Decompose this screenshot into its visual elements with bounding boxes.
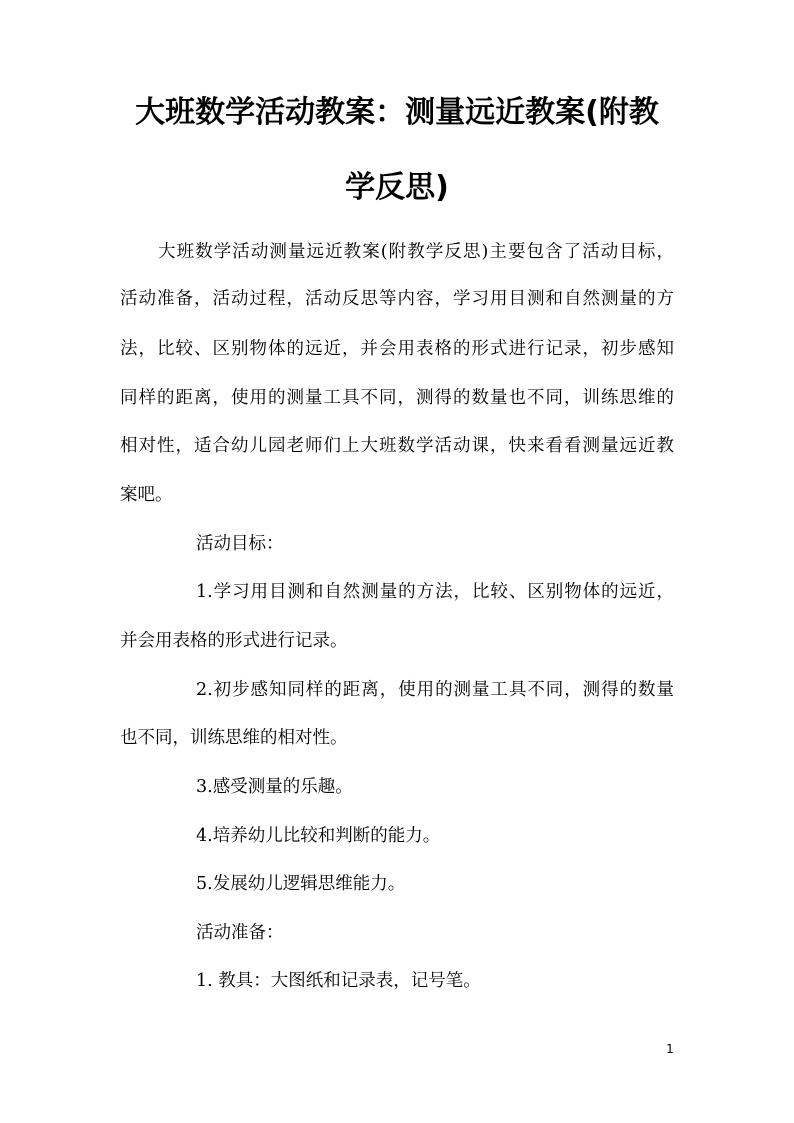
intro-line: 大班数学活动测量远近教案(附教学反思)主要包含了活动目标，: [158, 242, 674, 262]
goal-item-continuation: 也不同，训练思维的相对性。: [120, 728, 348, 748]
intro-line: 法，比较、区别物体的远近，并会用表格的形式进行记录，初步感知: [120, 339, 674, 359]
document-title-line-1: 大班数学活动教案：测量远近教案(附教: [135, 95, 659, 130]
goal-item: 4.培养幼儿比较和判断的能力。: [196, 826, 441, 846]
intro-line: 活动准备，活动过程，活动反思等内容，学习用目测和自然测量的方: [120, 289, 674, 309]
goal-item-continuation: 并会用表格的形式进行记录。: [120, 631, 348, 651]
preparation-heading: 活动准备：: [196, 923, 284, 943]
intro-line: 同样的距离，使用的测量工具不同，测得的数量也不同，训练思维的: [120, 388, 674, 408]
goal-item: 2.初步感知同样的距离，使用的测量工具不同，测得的数量: [196, 680, 674, 700]
goal-item: 3.感受测量的乐趣。: [196, 777, 353, 797]
preparation-item: 1. 教具：大图纸和记录表，记号笔。: [196, 971, 481, 991]
intro-line: 相对性，适合幼儿园老师们上大班数学活动课，快来看看测量远近教: [120, 436, 674, 456]
goal-item: 5.发展幼儿逻辑思维能力。: [196, 874, 406, 894]
page-number: 1: [666, 1042, 674, 1056]
document-title-line-2: 学反思): [345, 170, 449, 205]
intro-line: 案吧。: [120, 485, 173, 505]
goal-item: 1.学习用目测和自然测量的方法，比较、区别物体的远近，: [196, 582, 674, 602]
goals-heading: 活动目标：: [196, 534, 284, 554]
